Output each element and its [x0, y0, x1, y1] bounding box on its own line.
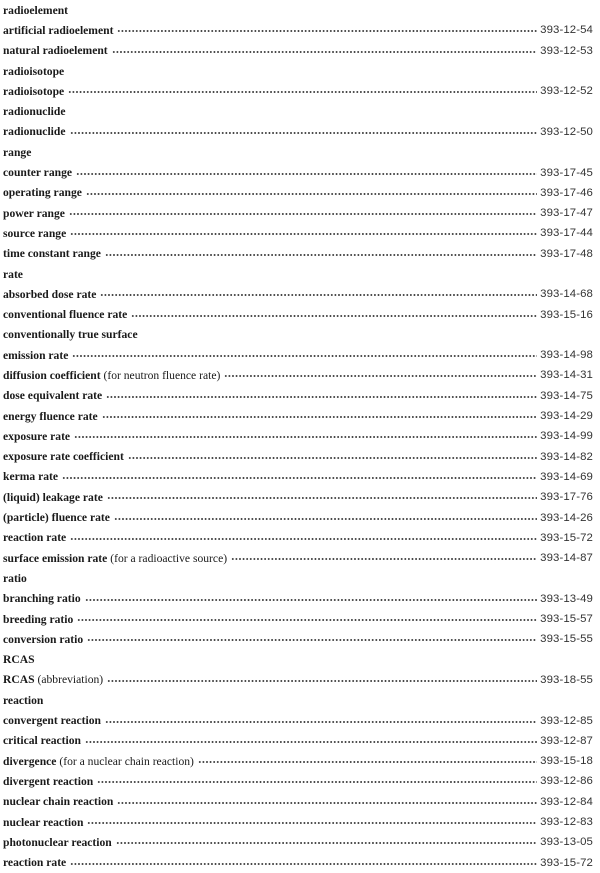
entry-term [3, 775, 93, 788]
dot-leader [131, 314, 537, 318]
index-entry [3, 223, 593, 243]
entry-number: 393-14-75 [540, 389, 593, 402]
entry-term [3, 4, 68, 17]
dot-leader [105, 253, 537, 257]
entry-number: 393-15-55 [540, 633, 593, 646]
entry-number: 393-12-87 [540, 734, 593, 747]
entry-number: 393-18-55 [540, 673, 593, 686]
entry-term [3, 146, 31, 159]
entry-term [3, 653, 35, 666]
entry-term-text: convergent reaction [3, 714, 101, 728]
index-entry [3, 852, 593, 872]
entry-term-text: conventionally true surface [3, 328, 138, 342]
entry-term-text: source range [3, 226, 67, 240]
entry-number: 393-14-31 [540, 369, 593, 382]
entry-number: 393-13-49 [540, 592, 593, 605]
entry-term-text: leakage rate [42, 490, 103, 504]
dot-leader [231, 557, 537, 561]
entry-term-text: reaction rate [3, 856, 67, 870]
dot-leader [106, 395, 537, 399]
entry-number: 393-15-18 [540, 755, 593, 768]
entry-qualifier: (abbreviation) [37, 673, 104, 687]
entry-term [3, 816, 83, 829]
index-entry [3, 792, 593, 812]
entry-term-text: RCAS [3, 673, 35, 687]
entry-term-text: RCAS [3, 653, 35, 667]
entry-term-text: range [3, 145, 32, 159]
entry-term [3, 470, 58, 483]
entry-term [3, 755, 194, 768]
dot-leader [70, 131, 538, 135]
entry-term-text: absorbed dose rate [3, 287, 97, 301]
index-entry [3, 406, 593, 426]
entry-term [3, 613, 73, 626]
dot-leader [74, 435, 537, 439]
entry-term [3, 227, 66, 240]
entry-term-text: reaction rate [3, 531, 67, 545]
index-entry [3, 548, 593, 568]
entry-term-text: energy fluence rate [3, 409, 98, 423]
entry-term-text: photonuclear reaction [3, 835, 112, 849]
entry-term [3, 572, 27, 585]
entry-number: 393-12-86 [540, 775, 593, 788]
dot-leader [102, 415, 538, 419]
entry-term-text: ratio [3, 571, 27, 585]
index-heading [3, 568, 593, 588]
index-entry [3, 426, 593, 446]
dot-leader [107, 679, 537, 683]
entry-term-text: diffusion coefficient [3, 368, 101, 382]
index-entry [3, 507, 593, 527]
entry-number: 393-12-54 [540, 24, 593, 37]
index-entry [3, 467, 593, 487]
entry-term-text: kerma rate [3, 470, 59, 484]
index-heading [3, 325, 593, 345]
entry-term [3, 592, 81, 605]
index-heading [3, 0, 593, 20]
entry-term [3, 430, 70, 443]
index-entry [3, 183, 593, 203]
dot-leader [62, 476, 537, 480]
entry-qualifier: (for neutron fluence rate) [103, 368, 221, 382]
entry-term-text: conversion ratio [3, 632, 84, 646]
index-entry [3, 487, 593, 507]
dot-leader [116, 841, 537, 845]
entry-term [3, 105, 66, 118]
entry-term [3, 24, 113, 37]
entry-term [3, 288, 96, 301]
index-entry [3, 41, 593, 61]
entry-number: 393-14-98 [540, 349, 593, 362]
index-entry [3, 284, 593, 304]
entry-number: 393-12-53 [540, 44, 593, 57]
entry-term [3, 369, 220, 382]
entry-term-text: nuclear reaction [3, 815, 84, 829]
entry-number: 393-12-85 [540, 714, 593, 727]
entry-term-text: operating range [3, 186, 82, 200]
entry-term [3, 186, 82, 199]
entry-term-text: natural radioelement [3, 44, 108, 58]
entry-term-text: artificial radioelement [3, 23, 114, 37]
entry-term [3, 633, 83, 646]
entry-term-text: reaction [3, 693, 44, 707]
entry-term [3, 734, 81, 747]
entry-number: 393-14-99 [540, 430, 593, 443]
index-entry [3, 589, 593, 609]
entry-term [3, 44, 108, 57]
entry-term-text: surface emission rate [3, 551, 108, 565]
index-entry [3, 304, 593, 324]
entry-term-text: divergence [3, 754, 57, 768]
index-entry [3, 244, 593, 264]
index-heading [3, 142, 593, 162]
entry-number: 393-13-05 [540, 836, 593, 849]
entry-number: 393-14-82 [540, 450, 593, 463]
index-entry [3, 345, 593, 365]
entry-term [3, 65, 64, 78]
dot-leader [105, 720, 537, 724]
dot-leader [87, 821, 537, 825]
dot-leader [112, 50, 538, 54]
entry-term-text: fluence rate [51, 511, 110, 525]
entry-term-text: breeding ratio [3, 612, 74, 626]
index-heading [3, 690, 593, 710]
index-entry [3, 812, 593, 832]
dot-leader [86, 192, 537, 196]
index-entry [3, 629, 593, 649]
index-entry [3, 751, 593, 771]
entry-term [3, 856, 66, 869]
index-entry [3, 386, 593, 406]
dot-leader [70, 232, 537, 236]
entry-term-text: emission rate [3, 348, 69, 362]
entry-term-text: radionuclide [3, 125, 66, 139]
entry-term [3, 795, 113, 808]
entry-term-text: radioisotope [3, 84, 65, 98]
entry-term-text: radioisotope [3, 64, 65, 78]
index-heading [3, 61, 593, 81]
entry-term [3, 511, 110, 524]
entry-term [3, 694, 43, 707]
entry-term [3, 531, 66, 544]
entry-number: 393-17-76 [540, 491, 593, 504]
dot-leader [69, 212, 537, 216]
index-heading [3, 650, 593, 670]
entry-term-text: conventional fluence rate [3, 308, 128, 322]
dot-leader [117, 29, 537, 33]
entry-number: 393-12-52 [540, 85, 593, 98]
entry-number: 393-14-87 [540, 552, 593, 565]
entry-term [3, 207, 65, 220]
entry-term-text: rate [3, 267, 23, 281]
index-entry [3, 162, 593, 182]
entry-term-text: nuclear chain reaction [3, 795, 114, 809]
glossary-index [3, 0, 593, 873]
dot-leader [107, 496, 537, 500]
entry-term-text: time constant range [3, 247, 101, 261]
entry-term [3, 673, 103, 686]
dot-leader [198, 760, 537, 764]
entry-number: 393-17-45 [540, 166, 593, 179]
dot-leader [100, 293, 537, 297]
entry-number: 393-15-16 [540, 308, 593, 321]
entry-term-text: critical reaction [3, 734, 82, 748]
entry-prefix: (particle) [3, 511, 49, 525]
dot-leader [114, 517, 537, 521]
entry-term [3, 410, 98, 423]
index-entry [3, 670, 593, 690]
entry-prefix: (liquid) [3, 490, 40, 504]
dot-leader [87, 638, 537, 642]
entry-term-text: radionuclide [3, 105, 66, 119]
entry-number: 393-17-44 [540, 227, 593, 240]
entry-number: 393-14-29 [540, 410, 593, 423]
entry-term-text: divergent reaction [3, 774, 94, 788]
index-entry [3, 771, 593, 791]
index-entry [3, 447, 593, 467]
entry-term [3, 714, 101, 727]
dot-leader [72, 354, 537, 358]
entry-term [3, 836, 112, 849]
dot-leader [85, 740, 537, 744]
entry-number: 393-17-47 [540, 207, 593, 220]
entry-term [3, 247, 101, 260]
entry-number: 393-12-84 [540, 795, 593, 808]
entry-term [3, 308, 127, 321]
entry-term [3, 450, 124, 463]
index-entry [3, 365, 593, 385]
dot-leader [117, 801, 537, 805]
entry-term [3, 328, 138, 341]
entry-term [3, 552, 227, 565]
entry-number: 393-15-72 [540, 531, 593, 544]
entry-number: 393-12-83 [540, 816, 593, 829]
entry-term-text: radioelement [3, 3, 69, 17]
entry-term-text: dose equivalent rate [3, 389, 103, 403]
entry-term-text: exposure rate coefficient [3, 450, 124, 464]
entry-term [3, 349, 68, 362]
entry-term-text: counter range [3, 166, 73, 180]
index-entry [3, 20, 593, 40]
entry-number: 393-14-26 [540, 511, 593, 524]
entry-term-text: power range [3, 206, 65, 220]
index-heading [3, 264, 593, 284]
dot-leader [97, 780, 537, 784]
dot-leader [68, 90, 537, 94]
entry-number: 393-17-46 [540, 186, 593, 199]
dot-leader [85, 598, 538, 602]
index-entry [3, 710, 593, 730]
index-entry [3, 122, 593, 142]
entry-number: 393-15-72 [540, 856, 593, 869]
index-entry [3, 731, 593, 751]
dot-leader [224, 374, 537, 378]
dot-leader [70, 862, 537, 866]
entry-term-text: exposure rate [3, 429, 71, 443]
index-entry [3, 832, 593, 852]
entry-term [3, 389, 102, 402]
index-entry [3, 609, 593, 629]
dot-leader [77, 618, 537, 622]
entry-term-text: branching ratio [3, 592, 81, 606]
index-heading [3, 101, 593, 121]
entry-term [3, 491, 103, 504]
dot-leader [128, 456, 537, 460]
dot-leader [70, 537, 537, 541]
entry-number: 393-12-50 [540, 125, 593, 138]
index-entry [3, 81, 593, 101]
entry-term [3, 85, 64, 98]
entry-term [3, 125, 66, 138]
entry-term [3, 268, 23, 281]
entry-number: 393-14-69 [540, 470, 593, 483]
entry-number: 393-14-68 [540, 288, 593, 301]
entry-qualifier: (for a nuclear chain reaction) [59, 754, 194, 768]
entry-qualifier: (for a radioactive source) [110, 551, 228, 565]
index-entry [3, 528, 593, 548]
entry-number: 393-17-48 [540, 247, 593, 260]
entry-term [3, 166, 72, 179]
dot-leader [76, 172, 537, 176]
index-entry [3, 203, 593, 223]
entry-number: 393-15-57 [540, 613, 593, 626]
